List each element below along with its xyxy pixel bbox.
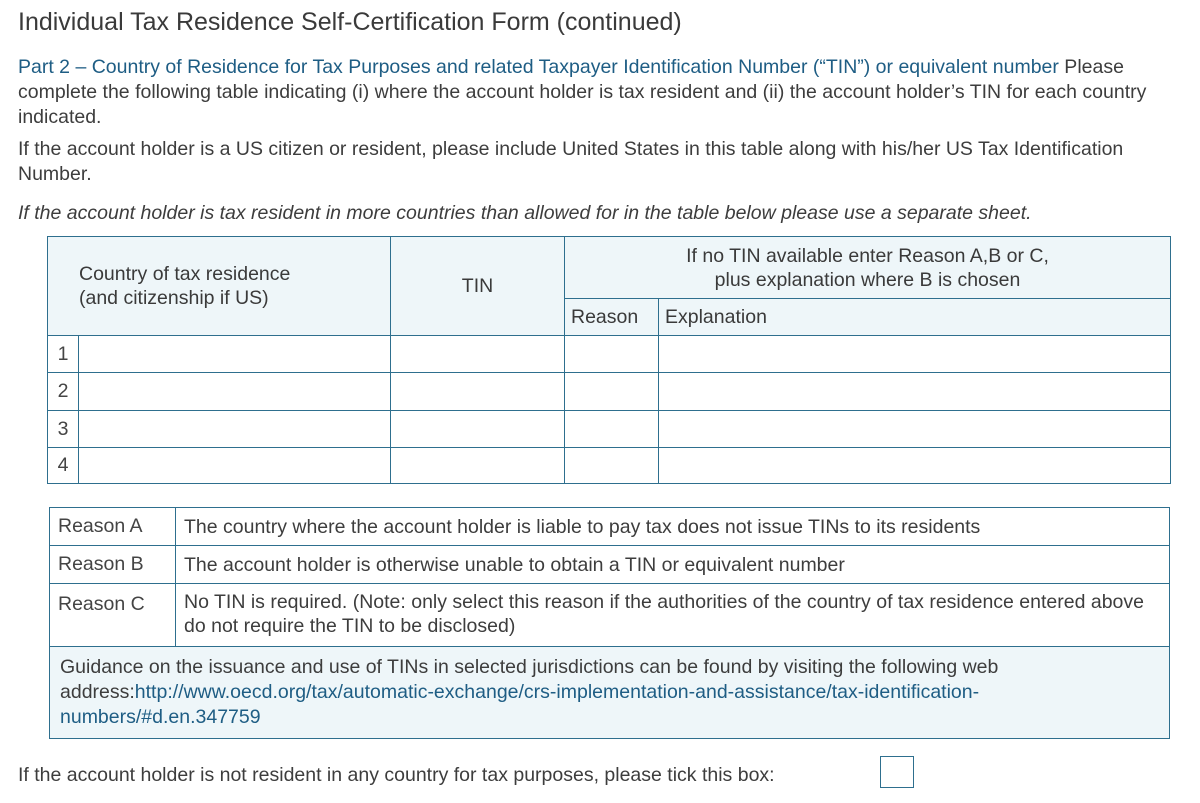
header-tin: TIN — [391, 237, 565, 336]
country-input-2[interactable] — [79, 373, 391, 411]
table-row — [48, 411, 1171, 448]
part2-instruction: Please complete the following table indicating (i) where the account holder is tax resident and (ii) the account holder’s TIN for each country indicated. — [18, 56, 1147, 128]
explanation-input-2[interactable] — [659, 373, 1171, 411]
table-row — [48, 448, 1171, 484]
reason-c-label: Reason C — [50, 584, 176, 647]
country-input-3[interactable] — [79, 411, 391, 448]
tin-input-2[interactable] — [391, 373, 565, 411]
country-input-1[interactable] — [79, 336, 391, 373]
explanation-input-1[interactable] — [659, 336, 1171, 373]
tax-residence-table — [47, 236, 1171, 484]
reason-input-3[interactable] — [565, 411, 659, 448]
table-row — [48, 336, 1171, 373]
guidance-box — [50, 647, 1170, 739]
explanation-input-4[interactable] — [659, 448, 1171, 484]
header-reason: Reason — [565, 299, 659, 336]
tin-input-3[interactable] — [391, 411, 565, 448]
not-resident-note: If the account holder is not resident in any country for tax purposes, please tick this box: — [18, 764, 775, 786]
row-number: 1 — [48, 336, 79, 373]
row-number: 4 — [48, 448, 79, 484]
explanation-input-3[interactable] — [659, 411, 1171, 448]
reason-input-4[interactable] — [565, 448, 659, 484]
reason-a-label: Reason A — [50, 508, 176, 546]
header-explanation: Explanation — [659, 299, 1171, 336]
tin-input-4[interactable] — [391, 448, 565, 484]
reasons-table — [49, 507, 1170, 739]
reason-b-label: Reason B — [50, 546, 176, 584]
part2-heading: Part 2 – Country of Residence for Tax Purposes and related Taxpayer Identification Number (“TIN”) or equivalent number — [18, 56, 1059, 78]
table-row — [48, 373, 1171, 411]
us-citizen-note: If the account holder is a US citizen or resident, please include United States in this table along with his/her US Tax Identification Number. — [18, 138, 1124, 185]
reason-b-text: The account holder is otherwise unable to obtain a TIN or equivalent number — [176, 546, 1170, 584]
reason-c-text: No TIN is required. (Note: only select this reason if the authorities of the country of tax residence entered above do not require the TIN to be disclosed) — [176, 584, 1170, 647]
separate-sheet-note: If the account holder is tax resident in more countries than allowed for in the table below please use a separate sheet. — [18, 202, 1032, 224]
header-country: Country of tax residence (and citizenship if US) — [48, 237, 391, 336]
reason-input-1[interactable] — [565, 336, 659, 373]
guidance-link[interactable]: http://www.oecd.org/tax/automatic-exchange/crs-implementation-and-assistance/tax-identification-numbers/#d.en.347759 — [60, 681, 980, 728]
reason-input-2[interactable] — [565, 373, 659, 411]
tin-input-1[interactable] — [391, 336, 565, 373]
reason-row — [50, 508, 1170, 546]
guidance-text: Guidance on the issuance and use of TINs in selected jurisdictions can be found by visiting the following web address: — [60, 656, 999, 703]
header-no-tin: If no TIN available enter Reason A,B or C, plus explanation where B is chosen — [565, 237, 1171, 299]
row-number: 3 — [48, 411, 79, 448]
page-title: Individual Tax Residence Self-Certification Form (continued) — [18, 8, 682, 36]
reason-a-text: The country where the account holder is liable to pay tax does not issue TINs to its residents — [176, 508, 1170, 546]
part2-intro — [18, 55, 1193, 130]
not-resident-checkbox[interactable] — [880, 756, 914, 788]
reason-row — [50, 584, 1170, 647]
country-input-4[interactable] — [79, 448, 391, 484]
row-number: 2 — [48, 373, 79, 411]
reason-row — [50, 546, 1170, 584]
